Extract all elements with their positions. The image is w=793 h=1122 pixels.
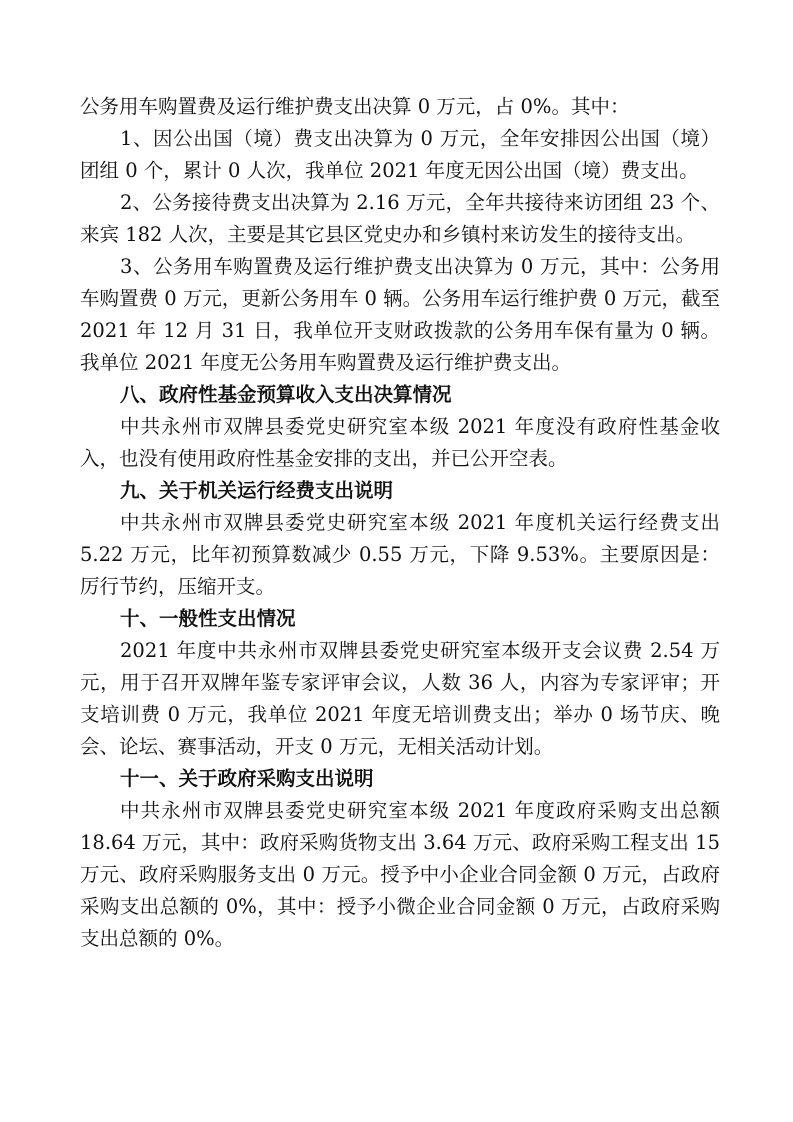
paragraph-reception: 2、公务接待费支出决算为 2.16 万元，全年共接待来访团组 23 个、来宾 182 人次，主要是其它县区党史办和乡镇村来访发生的接待支出。 bbox=[80, 191, 720, 246]
paragraph-procurement: 中共永州市双牌县委党史研究室本级 2021 年度政府采购支出总额 18.64 万元，其中：政府采购货物支出 3.64 万元、政府采购工程支出 15 万元、政府采购服务支出 0 万元。授予中小企业合同金额 0 万元，占政府采购支出总额的 0%，其中：授予小微企业合同金额 0 万元，占政府采购支出总额的 0%。 bbox=[80, 799, 720, 950]
heading-section-8: 八、政府性基金预算收入支出决算情况 bbox=[120, 383, 452, 406]
heading-section-9: 九、关于机关运行经费支出说明 bbox=[120, 479, 394, 502]
paragraph-government-fund: 中共永州市双牌县委党史研究室本级 2021 年度没有政府性基金收入，也没有使用政府性基金安排的支出，并已公开空表。 bbox=[80, 415, 720, 470]
paragraph-vehicle-summary: 公务用车购置费及运行维护费支出决算 0 万元，占 0%。其中： bbox=[80, 95, 630, 118]
heading-section-10: 十、一般性支出情况 bbox=[120, 607, 296, 630]
paragraph-vehicle-detail: 3、公务用车购置费及运行维护费支出决算为 0 万元，其中：公务用车购置费 0 万元，更新公务用车 0 辆。公务用车运行维护费 0 万元，截至 2021 年 12 月 31 日，我单位开支财政拨款的公务用车保有量为 0 辆。我单位 2021 年度无公务用车购置费及运行维护费支出。 bbox=[80, 255, 720, 374]
paragraph-general-expenses: 2021 年度中共永州市双牌县委党史研究室本级开支会议费 2.54 万元，用于召开双牌年鉴专家评审会议，人数 36 人，内容为专家评审；开支培训费 0 万元，我单位 2021 年度无培训费支出；举办 0 场节庆、晚会、论坛、赛事活动，开支 0 万元，无相关活动计划。 bbox=[80, 639, 720, 758]
document-page bbox=[80, 91, 720, 955]
paragraph-overseas-travel: 1、因公出国（境）费支出决算为 0 万元，全年安排因公出国（境）团组 0 个，累计 0 人次，我单位 2021 年度无因公出国（境）费支出。 bbox=[80, 127, 720, 182]
heading-section-11: 十一、关于政府采购支出说明 bbox=[120, 767, 374, 790]
paragraph-operating-expenses: 中共永州市双牌县委党史研究室本级 2021 年度机关运行经费支出 5.22 万元，比年初预算数减少 0.55 万元，下降 9.53%。主要原因是：厉行节约，压缩开支。 bbox=[80, 511, 720, 598]
